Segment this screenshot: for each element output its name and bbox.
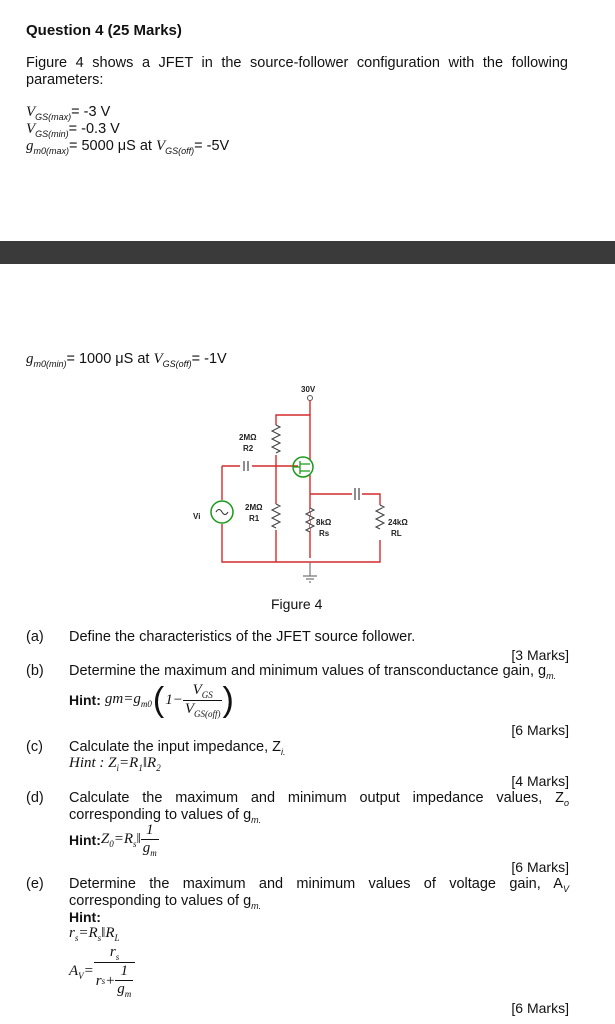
rs-name: Rs — [319, 529, 330, 538]
r1-name: R1 — [249, 514, 260, 523]
part-b-label: (b) — [26, 663, 44, 679]
source-label: Vi — [193, 512, 201, 521]
part-e-text-2: corresponding to values of $g_{m.}$ — [69, 893, 262, 911]
part-a-text: Define the characteristics of the JFET source follower. — [69, 629, 416, 645]
rl-name: RL — [391, 529, 402, 538]
param-gm0-max: $g_{m0(max)}= 5000$ μS at $V_{GS(off)}= -5V$ — [26, 138, 230, 156]
param-vgs-min: $V_{GS(min)}= -0.3$ V — [26, 121, 120, 139]
r1-value: 2MΩ — [245, 503, 263, 512]
rs-value: 8kΩ — [316, 518, 332, 527]
param-vgs-max: $V_{GS(max)}= -3$ V — [26, 104, 111, 122]
part-b-text: Determine the maximum and minimum values of transconductance gain, $g_{m.}$ — [69, 663, 557, 681]
question-title: Question 4 (25 Marks) — [26, 22, 182, 39]
r2-name: R2 — [243, 444, 254, 453]
part-d-text-1: Calculate the maximum and minimum output impedance values, $Z_o$ — [69, 790, 569, 808]
resistor-r1-icon — [272, 504, 280, 528]
part-b-marks: [6 Marks] — [511, 722, 569, 738]
part-e-label: (e) — [26, 876, 44, 892]
rl-value: 24kΩ — [388, 518, 408, 527]
part-c-hint: Hint : $Z_i=R_1‖R_2$ — [69, 755, 161, 773]
intro-line-1: Figure 4 shows a JFET in the source-follower configuration with the following — [26, 55, 568, 71]
input-capacitor-icon — [244, 461, 248, 471]
jfet-icon — [293, 457, 313, 477]
resistor-rs-icon — [306, 508, 314, 532]
r2-value: 2MΩ — [239, 433, 257, 442]
resistor-r2-icon — [272, 425, 280, 453]
output-capacitor-icon — [355, 488, 359, 500]
part-c-label: (c) — [26, 739, 43, 755]
circuit-diagram — [180, 378, 420, 588]
supply-label: 30V — [301, 385, 316, 394]
part-a-label: (a) — [26, 629, 44, 645]
part-c-marks: [4 Marks] — [511, 773, 569, 789]
part-e-marks: [6 Marks] — [511, 1000, 569, 1016]
part-d-hint: Hint: $Z_0=R_s‖$ $\frac{1}{g_m}$ — [69, 822, 157, 858]
part-a-marks: [3 Marks] — [511, 647, 569, 663]
ground-icon — [303, 576, 317, 582]
part-d-text-2: corresponding to values of $g_{m.}$ — [69, 807, 262, 825]
ac-source-icon — [211, 501, 233, 523]
resistor-rl-icon — [376, 505, 384, 529]
part-c-text: Calculate the input impedance, $Z_{i.}$ — [69, 739, 286, 757]
part-d-label: (d) — [26, 790, 44, 806]
figure-caption: Figure 4 — [271, 596, 323, 612]
part-e-hint: Hint: — [69, 909, 101, 925]
supply-terminal-icon — [308, 396, 313, 401]
param-gm0-min: $g_{m0(min)}= 1000$ μS at $V_{GS(off)}= -1V$ — [26, 351, 227, 369]
part-e-formula-rs: $r_s=R_s‖R_L$ — [69, 925, 120, 943]
part-d-marks: [6 Marks] — [511, 859, 569, 875]
part-b-hint: Hint: $gm=g_{m0}$ ( 1− $\frac{V_{GS}}{V_{GS(off)}}$ ) — [69, 681, 234, 719]
part-e-formula-av: $A_V=$ $r_s$ r s + $\frac{1}{g_m}$ — [69, 944, 135, 999]
intro-line-2: parameters: — [26, 72, 104, 88]
part-e-text-1: Determine the maximum and minimum values of voltage gain, $A_V$ — [69, 876, 569, 894]
scan-divider-band — [0, 241, 615, 264]
